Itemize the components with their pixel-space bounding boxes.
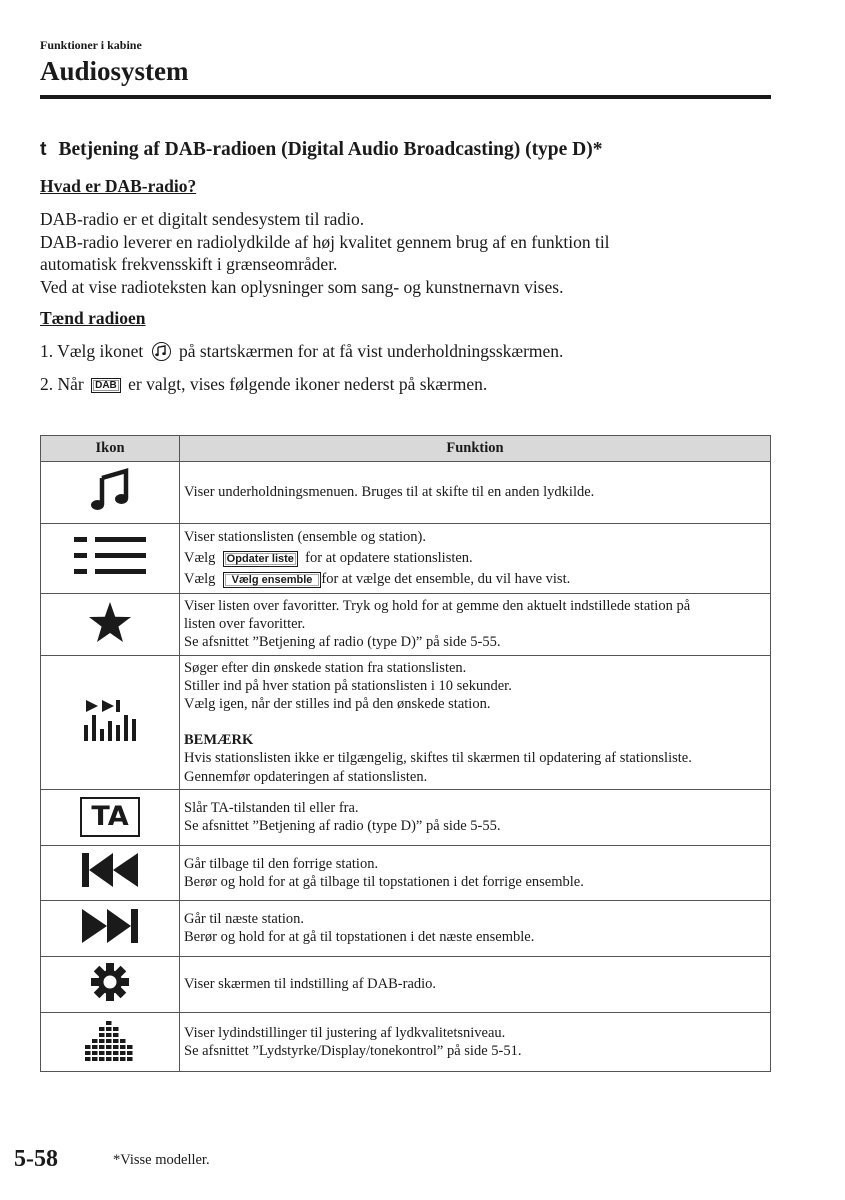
table-row	[41, 845, 771, 900]
subsection-title: Betjening af DAB-radioen (Digital Audio Broadcasting) (type D)*	[58, 139, 603, 160]
function-text: Vælg	[184, 550, 216, 566]
section-label: Funktioner i kabine	[40, 38, 142, 52]
scan-icon	[84, 699, 136, 741]
note-text: Hvis stationslisten ikke er tilgængelig, skiftes til skærmen til opdatering af stationsliste.	[184, 750, 692, 767]
function-cell	[180, 845, 771, 900]
column-header-icon: Ikon	[41, 436, 180, 462]
function-text: Berør og hold for at gå til topstationen i det næste ensemble.	[184, 929, 535, 946]
footnote: *Visse modeller.	[113, 1152, 210, 1168]
next-track-icon	[82, 909, 138, 943]
page-title: Audiosystem	[40, 56, 189, 86]
table-row	[41, 900, 771, 956]
step-1	[40, 341, 563, 362]
icon-cell	[41, 900, 180, 956]
function-text: Viser underholdningsmenuen. Bruges til at skifte til en anden lydkilde.	[184, 484, 595, 501]
turn-on-radio-heading: Tænd radioen	[40, 308, 146, 328]
icon-cell	[41, 594, 180, 656]
function-text: Søger efter din ønskede station fra stationslisten.	[184, 659, 467, 676]
update-list-button: Opdater liste	[223, 551, 298, 567]
table-row	[41, 655, 771, 789]
table-row	[41, 524, 771, 594]
function-cell	[180, 655, 771, 789]
function-cell	[180, 524, 771, 594]
gear-icon	[90, 962, 130, 1002]
icon-cell	[41, 1012, 180, 1071]
function-text: Se afsnittet ”Betjening af radio (type D)” på side 5-55.	[184, 634, 501, 651]
icon-cell	[41, 524, 180, 594]
subsection-bullet: t	[40, 138, 47, 160]
column-header-function: Funktion	[180, 436, 771, 462]
table-row	[41, 956, 771, 1012]
previous-track-icon	[82, 853, 138, 887]
function-text: Viser stationslisten (ensemble og station).	[184, 529, 426, 545]
function-text: Se afsnittet ”Betjening af radio (type D)” på side 5-55.	[184, 818, 501, 835]
function-text: Vælg	[184, 571, 216, 587]
function-text: Stiller ind på hver station på stationslisten i 10 sekunder.	[184, 677, 512, 694]
paragraph-line: automatisk frekvensskift i grænseområder.	[40, 254, 338, 274]
dab-button: DAB	[91, 378, 121, 393]
what-is-dab-heading: Hvad er DAB-radio?	[40, 176, 197, 196]
paragraph-line: Ved at vise radioteksten kan oplysninger som sang- og kunstnernavn vises.	[40, 276, 564, 297]
function-text-line	[184, 548, 766, 569]
function-cell	[180, 900, 771, 956]
table-row	[41, 462, 771, 524]
page-number: 5-58	[14, 1146, 58, 1172]
step-1-prefix: 1. Vælg ikonet	[40, 341, 144, 361]
music-note-icon	[152, 342, 171, 361]
icon-cell	[41, 655, 180, 789]
paragraph-line: DAB-radio leverer en radiolydkilde af høj kvalitet gennem brug af en funktion til	[40, 231, 610, 252]
select-ensemble-button: Vælg ensemble	[223, 572, 322, 588]
icon-cell	[41, 462, 180, 524]
step-2-suffix: er valgt, vises følgende ikoner nederst på skærmen.	[128, 374, 488, 394]
function-cell	[180, 789, 771, 845]
function-text: for at opdatere stationslisten.	[305, 550, 473, 566]
function-text: Vælg igen, når der stilles ind på den ønskede station.	[184, 696, 491, 713]
icon-cell	[41, 956, 180, 1012]
star-icon	[88, 601, 132, 643]
equalizer-icon	[85, 1017, 135, 1061]
function-cell	[180, 1012, 771, 1071]
function-text: Se afsnittet ”Lydstyrke/Display/tonekontrol” på side 5-51.	[184, 1042, 522, 1059]
step-2-prefix: 2. Når	[40, 374, 84, 394]
icon-cell	[41, 845, 180, 900]
note-text: Gennemfør opdateringen af stationslisten.	[184, 768, 428, 785]
music-note-icon	[88, 468, 132, 512]
note-spacer	[184, 713, 766, 731]
paragraph-line: DAB-radio er et digitalt sendesystem til radio.	[40, 209, 365, 229]
step-2	[40, 374, 487, 395]
function-cell	[180, 956, 771, 1012]
list-icon	[74, 534, 146, 578]
ta-icon: TA	[80, 797, 140, 837]
table-header-row	[41, 436, 771, 462]
step-1-suffix: på startskærmen for at få vist underholdningsskærmen.	[178, 341, 564, 361]
function-cell	[180, 462, 771, 524]
icon-cell	[41, 789, 180, 845]
title-rule	[40, 95, 771, 99]
function-text: Viser listen over favoritter. Tryk og hold for at gemme den aktuelt indstillede station på	[184, 598, 691, 614]
table-row	[41, 594, 771, 656]
function-text: listen over favoritter.	[184, 616, 306, 633]
what-is-dab-paragraph	[40, 208, 780, 298]
table-row	[41, 1012, 771, 1071]
function-text: Går tilbage til den forrige station.	[184, 855, 379, 872]
function-text: Berør og hold for at gå tilbage til topstationen i det forrige ensemble.	[184, 873, 584, 890]
function-cell	[180, 594, 771, 656]
function-text: Viser lydindstillinger til justering af lydkvalitetsniveau.	[184, 1024, 506, 1041]
subsection-heading	[40, 138, 603, 161]
icon-function-table	[40, 435, 771, 1072]
function-text: Viser skærmen til indstilling af DAB-radio.	[184, 976, 437, 993]
function-text: Går til næste station.	[184, 911, 305, 928]
function-text: for at vælge det ensemble, du vil have vist.	[321, 571, 571, 587]
table-row	[41, 789, 771, 845]
function-text-line	[184, 569, 766, 590]
note-title: BEMÆRK	[184, 732, 254, 749]
function-text: Slår TA-tilstanden til eller fra.	[184, 800, 359, 817]
